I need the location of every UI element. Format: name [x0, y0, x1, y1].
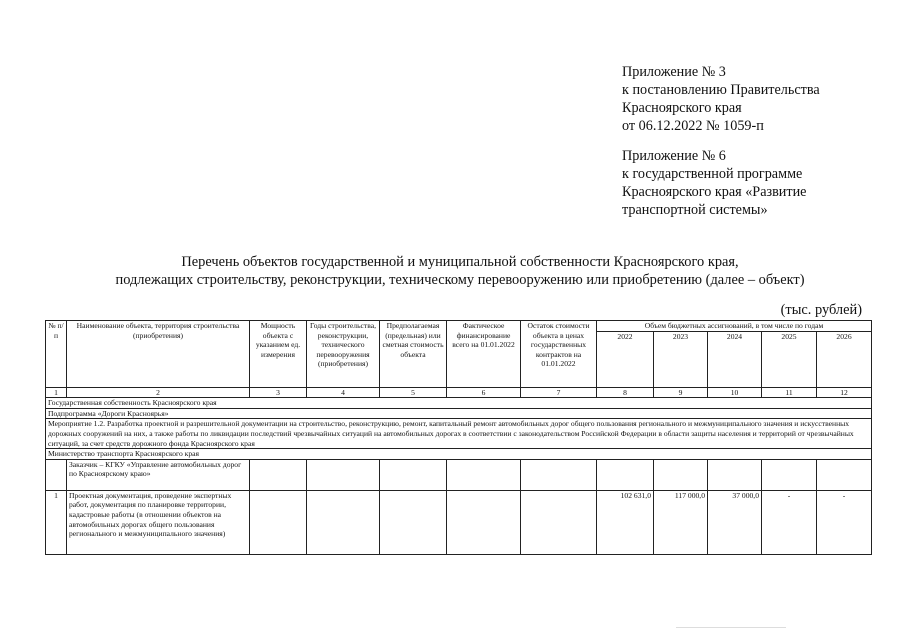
table-cell — [762, 459, 817, 490]
scan-artifact — [676, 627, 786, 632]
header-num: № п/п — [46, 321, 67, 388]
header-budget-group: Объем бюджетных ассигнований, в том числе по годам — [597, 321, 872, 332]
column-number: 8 — [597, 387, 654, 398]
header-capacity: Мощность объекта с указанием ед. измерения — [250, 321, 307, 388]
header-estimated-cost: Предполагаемая (предельная) или сметная стоимость объекта — [380, 321, 447, 388]
column-number: 2 — [67, 387, 250, 398]
document-title-line-1: Перечень объектов государственной и муниципальной собственности Красноярского края, — [181, 254, 739, 270]
column-number: 9 — [654, 387, 708, 398]
appendix-6-line: к государственной программе — [622, 166, 803, 182]
units-label: (тыс. рублей) — [780, 302, 862, 318]
item-value-2023: 117 000,0 — [654, 490, 708, 554]
header-year: 2024 — [708, 331, 762, 387]
table-cell — [307, 490, 380, 554]
table-cell — [380, 490, 447, 554]
header-year: 2022 — [597, 331, 654, 387]
table-cell — [250, 459, 307, 490]
column-number: 6 — [447, 387, 521, 398]
section-row: Государственная собственность Красноярского края — [46, 398, 872, 409]
appendix-6-line: Красноярского края «Развитие — [622, 184, 807, 200]
header-actual-financing: Фактическое финансирование всего на 01.01.2022 — [447, 321, 521, 388]
objects-table — [45, 320, 872, 555]
item-name: Проектная документация, проведение экспертных работ, документация по планировке территории, кадастровые работы (в отношении объектов на автомобильных дорогах общего пользования регионального и межмуниципального значения) — [67, 490, 250, 554]
table-cell — [597, 459, 654, 490]
section-row: Подпрограмма «Дороги Красноярья» — [46, 408, 872, 419]
table-cell — [654, 459, 708, 490]
appendix-3-header — [622, 63, 820, 135]
table-cell — [380, 459, 447, 490]
item-value-2022: 102 631,0 — [597, 490, 654, 554]
table-cell — [521, 490, 597, 554]
header-year: 2023 — [654, 331, 708, 387]
appendix-6-header — [622, 147, 806, 219]
item-value-2024: 37 000,0 — [708, 490, 762, 554]
table-row — [46, 490, 872, 554]
item-value-2026: - — [817, 490, 872, 554]
section-row: Мероприятие 1.2. Разработка проектной и разрешительной документации на строительство, реконструкцию, ремонт, капитальный ремонт автомобильных дорог общего пользования регионального и межмуниципального значения и искусственных дорожных сооружений на них, а также работы по ликвидации последствий чрезвычайных ситуаций на автомобильных дорогах в соответствии с законодательством Российской Федерации в области защиты населения и территорий от чрезвычайных ситуаций, за счет средств дорожного фонда Красноярского края — [46, 419, 872, 449]
header-year: 2025 — [762, 331, 817, 387]
header-years: Годы строительства, реконструкции, технического перевооружения (приобретения) — [307, 321, 380, 388]
column-number: 4 — [307, 387, 380, 398]
appendix-3-line: к постановлению Правительства — [622, 82, 820, 98]
column-number: 3 — [250, 387, 307, 398]
column-number: 11 — [762, 387, 817, 398]
table-cell — [521, 459, 597, 490]
table-cell — [708, 459, 762, 490]
header-name: Наименование объекта, территория строительства (приобретения) — [67, 321, 250, 388]
column-number: 7 — [521, 387, 597, 398]
column-number: 10 — [708, 387, 762, 398]
appendix-6-line: Приложение № 6 — [622, 148, 726, 164]
document-title-line-2: подлежащих строительству, реконструкции, техническому перевооружению или приобретению (далее – объект) — [115, 272, 805, 288]
appendix-3-line: Красноярского края — [622, 100, 742, 116]
table-cell — [447, 459, 521, 490]
appendix-3-line: от 06.12.2022 № 1059-п — [622, 118, 764, 134]
appendix-6-line: транспортной системы» — [622, 202, 768, 218]
item-num: 1 — [46, 490, 67, 554]
appendix-3-line: Приложение № 3 — [622, 64, 726, 80]
header-year: 2026 — [817, 331, 872, 387]
table-cell — [307, 459, 380, 490]
table-cell — [46, 459, 67, 490]
section-row: Министерство транспорта Красноярского края — [46, 449, 872, 460]
table-cell — [817, 459, 872, 490]
item-value-2025: - — [762, 490, 817, 554]
table-cell — [447, 490, 521, 554]
column-number: 12 — [817, 387, 872, 398]
column-number: 5 — [380, 387, 447, 398]
table-cell — [250, 490, 307, 554]
customer-cell: Заказчик – КГКУ «Управление автомобильных дорог по Красноярскому краю» — [67, 459, 250, 490]
column-number: 1 — [46, 387, 67, 398]
header-remaining: Остаток стоимости объекта в ценах государственных контрактов на 01.01.2022 — [521, 321, 597, 388]
